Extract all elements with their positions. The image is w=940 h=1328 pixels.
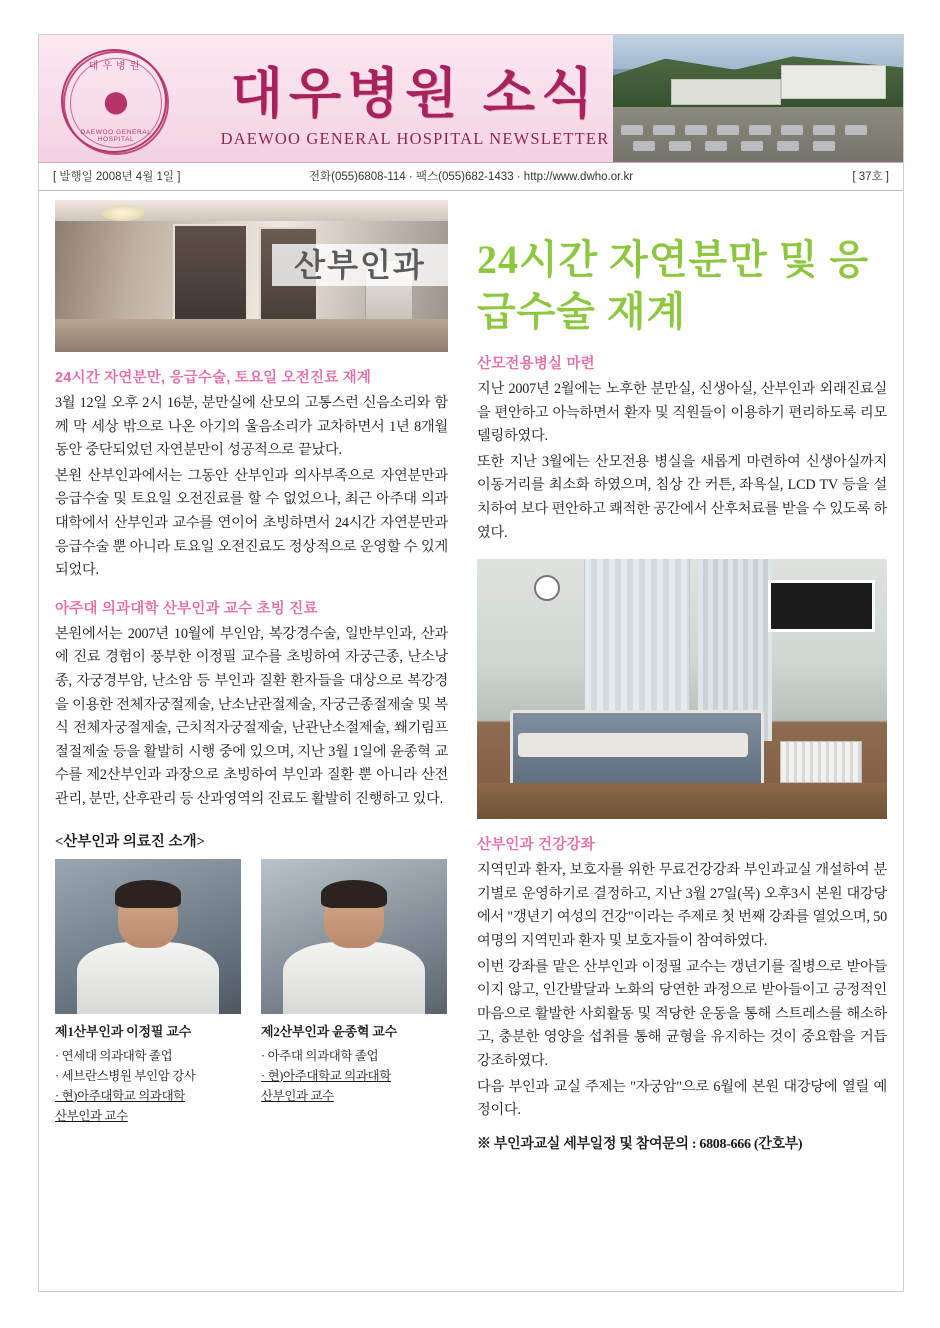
photo-lcd-tv xyxy=(768,580,875,632)
photo-bed-rail xyxy=(518,733,748,756)
doctor-photo-1 xyxy=(55,859,241,1014)
photo-door-left xyxy=(173,224,248,333)
credential-item: 산부인과 교수 xyxy=(55,1108,128,1123)
credential-item: · 현)아주대학교 의과대학 xyxy=(261,1068,391,1083)
main-headline: 24시간 자연분만 및 응급수술 재계 xyxy=(477,237,870,334)
photo-floor xyxy=(55,319,448,352)
right-section2-body xyxy=(477,859,887,1123)
logo-top-text: 대우병원 xyxy=(88,61,144,72)
credential-item: · 연세대 의과대학 졸업 xyxy=(55,1048,173,1063)
newsletter-title-en: DAEWOO GENERAL HOSPITAL NEWSLETTER xyxy=(220,129,610,148)
issue-number: [ 37호 ] xyxy=(852,171,889,183)
doctor-name-1: 제1산부인과 이정필 교수 xyxy=(55,1023,191,1039)
hospital-logo xyxy=(61,49,167,153)
photo-hair xyxy=(115,880,182,908)
content-area xyxy=(39,200,903,1290)
info-bar xyxy=(39,163,903,191)
photo-ward-floor xyxy=(477,783,887,819)
photo-cars xyxy=(613,123,903,157)
doctors-list xyxy=(55,859,448,1126)
photo-annex-building xyxy=(671,79,781,105)
logo-bottom-text: DAEWOO GENERAL HOSPITAL xyxy=(80,129,152,143)
doctor-credentials-2 xyxy=(261,1046,447,1106)
photo-hair xyxy=(321,880,388,908)
photo-hospital-building xyxy=(781,65,885,99)
left-section1-body xyxy=(55,392,448,583)
doctors-heading: <산부인과 의료진 소개> xyxy=(55,833,205,850)
right-section2-p3: 다음 부인과 교실 주제는 "자궁암"으로 6월에 본원 대강당에 열릴 예정이다. xyxy=(477,1078,887,1119)
photo-ceiling-lamp xyxy=(102,205,144,221)
doctor-photo-2 xyxy=(261,859,447,1014)
right-section2-p1: 지역민과 환자, 보호자를 위한 무료건강강좌 부인과교실 개설하여 분기별로 운영하기로 결정하고, 지난 3월 27일(목) 오후3시 본원 대강당에서 "갱년기 여성의 건강"이라는 주제로 첫 번째 강좌를 열었으며, 50여명의 지역민과 환자 및 보호자들이 참여하였다. xyxy=(477,862,887,949)
right-section1-title: 산모전용병실 마련 xyxy=(477,356,595,372)
credential-item: · 아주대 의과대학 졸업 xyxy=(261,1048,379,1063)
right-section2-p2: 이번 강좌를 맡은 산부인과 이정필 교수는 갱년기를 질병으로 받아들이지 않고, 인간발달과 노화의 당연한 과정으로 받아들이고 긍정적인 마음으로 활발한 사회활동 및 적당한 운동을 통해 스트레스를 해소하고, 충분한 영양을 섭취를 통해 균형을 유지하는 것이 중요함을 거듭 강조하였다. xyxy=(477,958,887,1069)
newsletter-title-ko: 대우병원 소식 xyxy=(230,64,600,124)
left-column xyxy=(55,200,448,1126)
left-section2-title: 아주대 의과대학 산부인과 교수 초빙 진료 xyxy=(55,600,318,617)
photo-white-coat xyxy=(283,942,424,1013)
credential-item: · 세브란스병원 부인암 강사 xyxy=(55,1068,196,1083)
department-badge: 산부인과 xyxy=(272,244,448,286)
footer-divider xyxy=(39,1291,903,1292)
credential-item: · 현)아주대학교 의과대학 xyxy=(55,1088,185,1103)
doctor-name-2: 제2산부인과 윤종혁 교수 xyxy=(261,1023,397,1039)
right-section2-title: 산부인과 건강강좌 xyxy=(477,837,595,854)
right-column xyxy=(477,200,887,1153)
left-section1-title: 24시간 자연분만, 응급수술, 토요일 오전진료 재계 xyxy=(55,370,372,386)
masthead-title-block xyxy=(215,63,615,149)
photo-wall-clock xyxy=(534,575,560,601)
issue-date: [ 발행일 2008년 4월 1일 ] xyxy=(53,171,181,183)
logo-monogram-icon: ● xyxy=(100,73,132,130)
masthead xyxy=(39,35,903,163)
photo-white-coat xyxy=(77,942,218,1013)
left-section1-p2: 본원 산부인과에서는 그동안 산부인과 의사부족으로 자연분만과 응급수술 및 토요일 오전진료를 할 수 없었으나, 최근 아주대 의과대학에서 산부인과 교수를 연이어 초빙하면서 24시간 자연분만과 응급수술 뿐 아니라 토요일 오전진료도 정상적으로 운영할 수 있게 되었다. xyxy=(55,467,448,579)
contact-info: 전화(055)6808-114 · 팩스(055)682-1433 · http://www.dwho.or.kr xyxy=(308,171,634,183)
right-section1-body xyxy=(477,378,887,545)
inquiry-note: ※ 부인과교실 세부일정 및 참여문의 : 6808-666 (간호부) xyxy=(477,1136,803,1152)
maternity-ward-photo xyxy=(477,559,887,819)
photo-radiator xyxy=(780,741,862,783)
left-section1-p1: 3월 12일 오후 2시 16분, 분만실에 산모의 고통스런 신음소리와 함께 막 세상 밖으로 나온 아기의 울음소리가 교차하면서 1년 8개월 동안 중단되었던 자연분만이 성공적으로 끝났다. xyxy=(55,395,448,459)
doctor-card xyxy=(261,859,447,1126)
hospital-aerial-photo xyxy=(613,35,903,163)
doctor-card xyxy=(55,859,241,1126)
right-section1-p2: 또한 지난 3월에는 산모전용 병실을 새롭게 마련하여 신생아실까지 이동거리를 최소화 하였으며, 침상 간 커튼, 좌욕실, LCD TV 등을 설치하여 보다 편안하고 쾌적한 공간에서 산후처료를 받을 수 있도록 하였다. xyxy=(477,453,887,541)
credential-item: 산부인과 교수 xyxy=(261,1088,334,1103)
left-section2-p1: 본원에서는 2007년 10월에 부인암, 복강경수술, 일반부인과, 산과에 진료 경험이 풍부한 이정필 교수를 초빙하여 자궁근종, 난소낭종, 자궁경부암, 난소암 등 부인과 질환 환자들을 대상으로 복강경을 이용한 전체자궁절제술, 난소난관절제술, 자궁근종절제술 및 복식 전체자궁절제술, 근치적자궁절제술, 난관난소절제술, 쐐기림프절절제술 등을 활발히 시행 중에 있으며, 지난 3월 1일에 윤종혁 교수를 제2산부인과 과장으로 초빙하여 부인과 질환 뿐 아니라 산전관리, 분만, 산후관리 등 산과영역의 진료도 활발히 진행하고 있다. xyxy=(55,625,448,807)
left-section2-body xyxy=(55,623,448,812)
right-section1-p1: 지난 2007년 2월에는 노후한 분만실, 신생아실, 산부인과 외래진료실을 편안하고 아늑하면서 환자 및 직원들이 이용하기 편리하도록 리모델링하였다. xyxy=(477,381,887,445)
doctor-credentials-1 xyxy=(55,1046,241,1126)
